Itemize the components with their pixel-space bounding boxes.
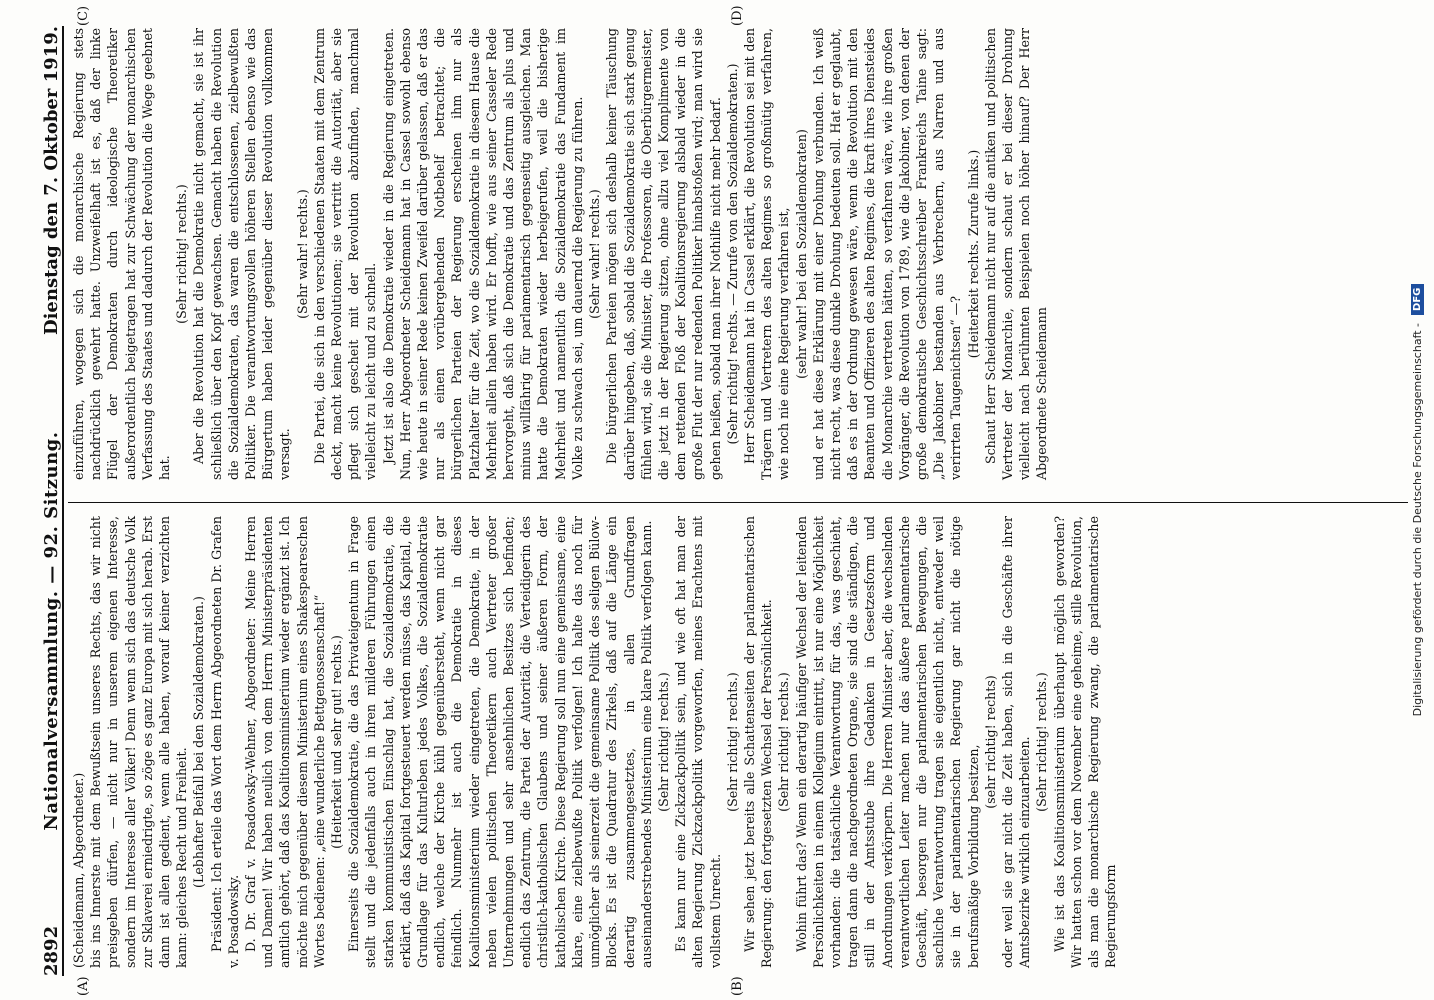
interjection: (Sehr wahr! rechts.) [294,189,310,319]
paragraph: Die bürgerlichen Parteien mögen sich deshalb keiner Täuschung darüber hingeben, daß, sobald die Sozialdemokratie sich stark genug fühlen wird, sie die Minister, die Professoren, die Oberbürgermeister, die jetzt in der Regierung sitzen, ohne allzu viel Komplimente von dem rettenden Floß der Koalitionsregierung alsbald wieder in die große Flut der nur redenden Politiker hinabstoßen wird; man wird sie gehen heißen, sobald man ihrer Nothilfe nicht mehr bedarf. [604,28,723,480]
left-column [70,516,1119,968]
interjection: (Sehr richtig! rechts.) [1034,672,1050,812]
page-title: Nationalversammlung. — 92. Sitzung. [41,431,62,831]
interjection: (Heiterkeit und sehr gut! rechts.) [329,635,345,849]
interjection: (Sehr richtig! rechts.) [776,672,792,812]
interjection: (Lebhafter Beifall bei den Sozialdemokraten.) [191,596,207,888]
interjection: (Heiterkeit rechts. Zurufe links.) [965,149,981,359]
paragraph: Aber die Revolution hat die Demokratie nicht gemacht, sie ist ihr schließlich über den Kopf gewachsen. Gemacht haben die Revolution die Sozialdemokraten, das waren die entschlossenen, zielbewußten Politiker. Die verantwortungsvollen höheren Stellen ebenso wie das Bürgertum haben leider gegenüber dieser Revolution vollkommen versagt. [191,28,293,480]
paragraph: und er hat diese Erklärung mit einer Drohung verbunden. Ich weiß nicht recht, was diese dunkle Drohung bedeuten soll. Hat er geglaubt, daß es in der Ordnung gewesen wäre, wenn die Revolution mit den Beamten und Offizieren des alten Regimes, die kraft ihres Diensteides die Monarchie vertreten hätten, so verfahren wäre, wie ihre großen Vorgänger, die Revolution von 1789, wie die Jakobiner, von denen der große demokratische Geschichtsschreiber Frankreichs Taine sagt: „Die Jakobiner bestanden aus Verbrechern, aus Narren und aus verirrten Taugenichtsen“ —? [810,28,964,480]
paragraph: Wie ist das Koalitionsministerium überhaupt möglich geworden? Wir hatten schon vor dem November eine geheime, stille Revolution, als man die monarchische Regierung zwang, die parlamentarische Regierungsform [1051,516,1119,968]
paragraph: Wohin führt das? Wenn ein derartig häufiger Wechsel der leitenden Persönlichkeiten in einem Kollegium eintritt, ist nur eine Möglichkeit vorhanden: die tatsächliche Verantwortung für das, was geschieht, tragen dann die nachgeordneten Organe, sie sind die ständigen, die still in der Amtsstube ihre Gedanken in Gesetzesform und Anordnungen verkörpern. Die Herren Minister aber, die wechselnden verantwortlichen Leiter machen nur das äußere parlamentarische Geschäft, besorgen nur die parlamentarischen Bewegungen, die sachliche Verantwortung tragen sie eigentlich nicht, entweder weil sie in der parlamentarischen Regierung gar nicht die nötige berufsmäßige Vorbildung besitzen, [793,516,981,968]
page-header [32,26,64,976]
interjection: (Sehr richtig! rechts.) [724,672,740,812]
interjection: (Sehr richtig! rechts.) [655,672,671,812]
digitization-credit [1400,0,1434,1000]
margin-marker-c: (C) [76,5,91,26]
paragraph: Die Partei, die sich in den verschiedenen Staaten mit dem Zentrum deckt, macht keine Revolutionen; sie vertritt die Autorität, aber sie pflegt sich gescheit mit der Revolution abzufinden, manchmal vielleicht zu leicht und zu schnell. [311,28,379,480]
interjection: (sehr wahr! bei den Sozialdemokraten) [793,129,809,379]
paragraph: Schaut Herr Scheidemann nicht nur auf die antiken und politischen Vertreter der Monarchie, sondern schaut er bei dieser Drohung vielleicht nach berühmten Beispielen noch höher hinauf? Der Herr Abgeordnete Scheidemann [982,28,1050,480]
paragraph: Herr Scheidemann hat in Cassel erklärt, die Revolution sei mit den Trägern und Vertretern des alten Regimes so großmütig verfahren, wie noch nie eine Regierung verfahren ist, [741,28,792,480]
page-number: 2892 [41,925,62,976]
margin-marker-b: (B) [730,976,745,996]
right-column [70,28,1051,480]
paragraph: Wir sehen jetzt bereits alle Schattenseiten der parlamentarischen Regierung: den fortgesetzten Wechsel der Persönlichkeit. [741,516,775,968]
paragraph: D. Dr. Graf v. Posadowsky-Wehner, Abgeordneter: Meine Herren und Damen! Wir haben neulich von dem Herrn Ministerpräsidenten amtlich gehört, daß das Koalitionsministerium wieder ergänzt ist. Ich möchte mich gegenüber diesem Ministerium eines Shakespeareschen Wortes bedienen: „eine wunderliche Bettgenossenschaft!“ [243,516,327,968]
margin-marker-a: (A) [76,976,91,996]
margin-marker-d: (D) [730,5,745,26]
interjection: (Sehr wahr! rechts.) [587,189,603,319]
interjection: (Sehr richtig! rechts.) [174,184,190,324]
credit-text: Digitalisierung gefördert durch die Deutsche Forschungsgemeinschaft - [1410,322,1424,717]
paragraph: bis ins Innerste mit dem Bewußtsein unseres Rechts, das wir nicht preisgeben dürfen, — nicht nur in unserem eigenen Interesse, sondern im Interesse aller Völker! Denn wenn sich das deutsche Volk zur Sklaverei erniedrigte, so zöge es ganz Europa mit sich herab. Erst dann ist allen gedient, wenn alle haben, worauf keiner verzichten kann: gleiches Recht und Freiheit. [88,516,190,968]
paragraph: Es kann nur eine Zickzackpolitik sein, und wie oft hat man der alten Regierung Zickzackpolitik vorgeworfen, meines Erachtens mit vollstem Unrecht. [673,516,723,968]
interjection: (Sehr richtig! rechts. — Zurufe von den Sozialdemokraten.) [724,63,740,445]
paragraph: oder weil sie gar nicht die Zeit haben, sich in die Geschäfte ihrer Amtsbezirke wirklich einzuarbeiten. [999,516,1033,968]
column-divider [68,502,1408,503]
paragraph: einzuführen, wogegen sich die monarchische Regierung stets nachdrücklich gewehrt hatte. Unzweifelhaft ist es, daß der linke Flügel der Demokraten durch ideologische Theoretiker außerordentlich beigetragen hat zur Schwächung der monarchischen Verfassung des Staates und dadurch der Revolution die Wege geebnet hat. [71,28,173,480]
paragraph: Jetzt ist also die Demokratie wieder in die Regierung eingetreten. Nun, Herr Abgeordneter Scheidemann hat in Cassel sowohl ebenso wie heute in seiner Rede keinen Zweifel darüber gelassen, daß er das nur als einen vorübergehenden Notbehelf betrachtet; die bürgerlichen Parteien der Regierung erscheinen ihm nur als Platzhalter für die Zeit, wo die Sozialdemokratie in diesem Hause die Mehrheit allein haben wird. Er hofft, wie aus seiner Casseler Rede hervorgeht, daß sich die Demokratie und das Zentrum als plus und minus willfährig für parlamentarisch gegenseitig ausgleichen. Man hatte die Demokraten wieder herbeigerufen, weil die bisherige Mehrheit und namentlich die Sozialdemokratie das Fundament im Volke zu schwach sei, um dauernd die Regierung zu führen. [380,28,585,480]
session-date: Dienstag den 7. Oktober 1919. [41,26,62,336]
paragraph: Präsident: Ich erteile das Wort dem Herrn Abgeordneten Dr. Grafen v. Posadowsky. [208,516,241,968]
dfg-logo: DFG [1411,284,1424,315]
speaker-note: (Scheidemann, Abgeordneter.) [71,772,86,968]
paragraph: Einerseits die Sozialdemokratie, die das Privateigentum in Frage stellt und die jedenfalls auch in ihren milderen Führungen einen starken kommunistischen Einschlag hat, die Sozialdemokratie, die erklärt, daß das Kapital fortgesteuert werden müsse, das Kapital, die Grundlage für das Kulturleben jedes Volkes, die Sozialdemokratie endlich, welche der Kirche kühl gegenübersteht, wenn nicht gar feindlich. Nunmehr ist auch die Demokratie in dieses Koalitionsministerium wieder eingetreten, die Demokratie, in der neben vielen politischen Theoretikern auch Vertreter großer Unternehmungen und sehr ansehnlichen Besitzes sich befinden; endlich das Zentrum, die Partei der Autorität, die Verteidigerin des christlich-katholischen Glaubens und seiner äußeren Form, der katholischen Kirche. Diese Regierung soll nun eine gemeinsame, eine klare, eine zielbewußte Politik verfolgen! Ich halte das noch für unmöglicher als seinerzeit die gemeinsame Politik des seligen Bülow-Blocks. Es ist die Quadratur des Zirkels, daß auf die Länge ein derartig zusammengesetztes, in allen Grundfragen auseinanderstrebendes Ministerium eine klare Politik verfolgen kann. [346,516,654,968]
interjection: (sehr richtig! rechts) [982,675,998,809]
